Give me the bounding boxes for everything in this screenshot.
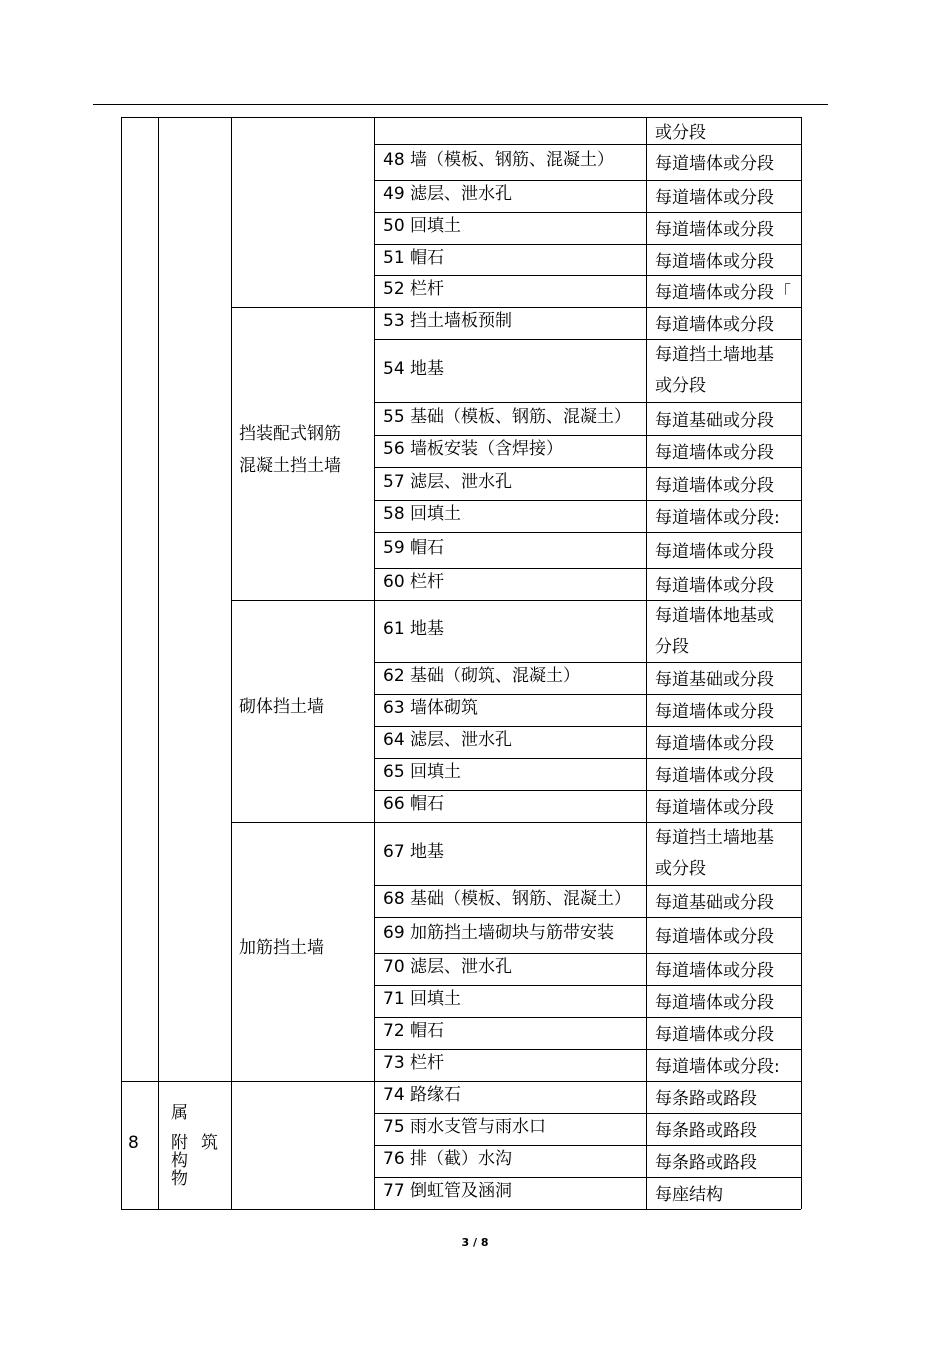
row-line (374, 212, 801, 213)
row-line (374, 985, 801, 986)
inspection-unit: 每道墙体或分段 (655, 1025, 774, 1045)
inspection-unit: 每条路或路段 (655, 1153, 757, 1173)
inspection-unit: 每道墙体或分段 (655, 993, 774, 1013)
item-name: 70 滤层、泄水孔 (383, 957, 513, 977)
inspection-unit: 分段 (655, 637, 689, 657)
row-line (121, 1209, 801, 1210)
item-name: 61 地基 (383, 619, 445, 639)
item-name: 65 回填土 (383, 762, 462, 782)
section-name-char: 属 (171, 1103, 188, 1123)
inspection-unit: 每道墙体或分段 (655, 154, 774, 174)
section-name-char: 筑 (201, 1133, 218, 1153)
item-name: 54 地基 (383, 359, 445, 379)
section-number: 8 (128, 1133, 139, 1153)
row-line (374, 885, 801, 886)
row-line (374, 662, 801, 663)
item-name: 58 回填土 (383, 504, 462, 524)
inspection-unit: 每道墙体或分段 (655, 961, 774, 981)
item-name: 55 基础（模板、钢筋、混凝土） (383, 407, 632, 427)
row-line (374, 726, 801, 727)
group-line (231, 600, 374, 601)
item-name: 64 滤层、泄水孔 (383, 730, 513, 750)
inspection-unit: 每道墙体或分段 (655, 702, 774, 722)
inspection-unit: 每道基础或分段 (655, 893, 774, 913)
inspection-unit: 每道墙体或分段 (655, 798, 774, 818)
row-line (374, 180, 801, 181)
item-name: 49 滤层、泄水孔 (383, 184, 513, 204)
item-name: 59 帽石 (383, 538, 445, 558)
row-line (374, 1177, 801, 1178)
row-line (374, 1145, 801, 1146)
inspection-unit: 每道墙体或分段 (655, 476, 774, 496)
inspection-unit: 或分段 (655, 859, 706, 879)
inspection-unit: 每道墙体或分段 (655, 443, 774, 463)
inspection-unit: 每道墙体或分段 (655, 576, 774, 596)
item-name: 66 帽石 (383, 794, 445, 814)
row-line (374, 694, 801, 695)
subdivision-name: 混凝土挡土墙 (239, 456, 341, 476)
row-line (374, 244, 801, 245)
subdivision-name: 加筋挡土墙 (239, 938, 324, 958)
subdivision-name: 砌体挡土墙 (239, 697, 324, 717)
row-line (374, 275, 801, 276)
row-line (374, 435, 801, 436)
row-line (374, 532, 801, 533)
item-name: 74 路缘石 (383, 1085, 462, 1105)
item-name: 56 墙板安装（含焊接） (383, 439, 564, 459)
inspection-unit: 每道墙体或分段 (655, 188, 774, 208)
item-name: 67 地基 (383, 842, 445, 862)
row-line (374, 144, 801, 145)
column-line (801, 117, 802, 1209)
inspection-unit: 每道基础或分段 (655, 670, 774, 690)
column-line (158, 117, 159, 1209)
column-line (646, 117, 647, 1209)
item-name: 63 墙体砌筑 (383, 698, 479, 718)
row-line (121, 117, 801, 118)
item-name: 68 基础（模板、钢筋、混凝土） (383, 889, 632, 909)
inspection-unit: 每条路或路段 (655, 1089, 757, 1109)
inspection-unit: 每座结构 (655, 1185, 723, 1205)
column-line (374, 117, 375, 1209)
inspection-unit: 每道墙体或分段 (655, 542, 774, 562)
group-line (231, 822, 374, 823)
section-line (121, 1081, 231, 1082)
row-line (374, 339, 801, 340)
row-line (374, 758, 801, 759)
inspection-unit: 或分段 (655, 376, 706, 396)
inspection-unit: 每道墙体或分段: (655, 1057, 780, 1077)
item-name: 73 栏杆 (383, 1053, 445, 1073)
item-name: 48 墙（模板、钢筋、混凝土） (383, 150, 615, 170)
row-line (374, 402, 801, 403)
inspection-lot-table (121, 117, 801, 1209)
header-rule (93, 104, 828, 105)
item-name: 77 倒虹管及涵洞 (383, 1181, 513, 1201)
item-name: 52 栏杆 (383, 279, 445, 299)
row-line (374, 953, 801, 954)
row-line (374, 600, 801, 601)
row-line (374, 467, 801, 468)
column-line (231, 117, 232, 1209)
column-line (121, 117, 122, 1209)
item-name: 53 挡土墙板预制 (383, 311, 513, 331)
row-line (374, 1017, 801, 1018)
inspection-unit: 每道墙体或分段 (655, 734, 774, 754)
inspection-unit: 每道墙体或分段 (655, 220, 774, 240)
item-name: 71 回填土 (383, 989, 462, 1009)
inspection-unit: 每道挡土墙地基 (655, 345, 774, 365)
row-line (374, 568, 801, 569)
inspection-unit: 每条路或路段 (655, 1121, 757, 1141)
page-number: 3 / 8 (461, 1236, 489, 1249)
item-name: 60 栏杆 (383, 572, 445, 592)
row-line (374, 1049, 801, 1050)
inspection-unit: 每道墙体或分段: (655, 508, 780, 528)
row-line (374, 822, 801, 823)
item-name: 69 加筋挡土墙砌块与筋带安装 (383, 923, 615, 943)
item-name: 72 帽石 (383, 1021, 445, 1041)
item-name: 51 帽石 (383, 248, 445, 268)
inspection-unit: 或分段 (655, 123, 706, 143)
item-name: 62 基础（砌筑、混凝土） (383, 666, 581, 686)
inspection-unit: 每道墙体或分段 (655, 766, 774, 786)
inspection-unit: 每道挡土墙地基 (655, 828, 774, 848)
subdivision-name: 挡装配式钢筋 (239, 424, 341, 444)
group-line (231, 307, 374, 308)
group-line (231, 1081, 374, 1082)
inspection-unit: 每道基础或分段 (655, 411, 774, 431)
inspection-unit: 每道墙体或分段 (655, 315, 774, 335)
row-line (374, 790, 801, 791)
inspection-unit: 每道墙体或分段「 (655, 283, 791, 303)
row-line (374, 307, 801, 308)
section-name-char: 物 (171, 1169, 188, 1189)
item-name: 57 滤层、泄水孔 (383, 472, 513, 492)
item-name: 75 雨水支管与雨水口 (383, 1117, 547, 1137)
row-line (374, 1081, 801, 1082)
row-line (374, 917, 801, 918)
inspection-unit: 每道墙体或分段 (655, 927, 774, 947)
inspection-unit: 每道墙体地基或 (655, 606, 774, 626)
item-name: 50 回填土 (383, 216, 462, 236)
section-name-char: 构 (171, 1151, 188, 1171)
row-line (374, 1113, 801, 1114)
row-line (374, 500, 801, 501)
section-name-char: 附 (171, 1133, 188, 1153)
item-name: 76 排（截）水沟 (383, 1149, 513, 1169)
inspection-unit: 每道墙体或分段 (655, 252, 774, 272)
